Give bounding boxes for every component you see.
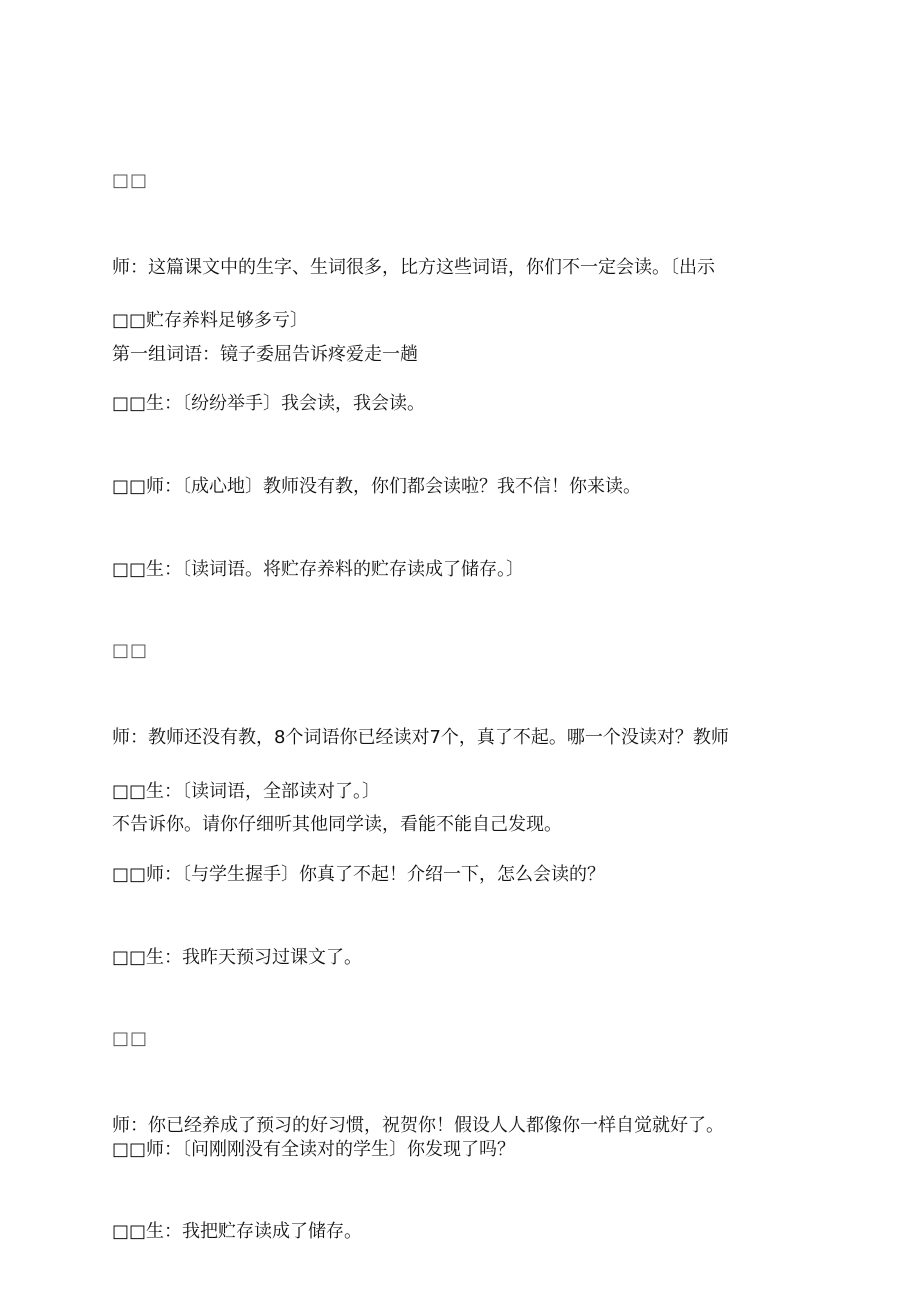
paragraph-line: □□生：〔读词语。将贮存养料的贮存读成了储存。〕 <box>112 559 525 580</box>
paragraph-line: □□生：我把贮存读成了储存。 <box>112 1221 363 1242</box>
paragraph-line: □□贮存养料足够多亏〕 <box>112 310 309 331</box>
paragraph-marker: □□ <box>112 640 149 661</box>
paragraph-line: □□师：〔成心地〕教师没有教，你们都会读啦？我不信！你来读。 <box>112 476 642 497</box>
paragraph-line: □□师：〔与学生握手〕你真了不起！介绍一下，怎么会读的？ <box>112 864 606 885</box>
paragraph-line: □□师：〔问刚刚没有全读对的学生〕你发现了吗？ <box>112 1139 516 1160</box>
paragraph-line: □□生：〔纷纷举手〕我会读，我会读。 <box>112 393 426 414</box>
paragraph-line: 第一组词语：镜子委屈告诉疼爱走一趟 <box>112 344 418 365</box>
paragraph-line: 师：这篇课文中的生字、生词很多，比方这些词语，你们不一定会读。〔出示 <box>112 257 715 278</box>
paragraph-line: 师：你已经养成了预习的好习惯，祝贺你！假设人人都像你一样自觉就好了。 <box>112 1115 724 1136</box>
paragraph-line: 师：教师还没有教，8个词语你已经读对7个，真了不起。哪一个没读对？教师 <box>112 727 729 748</box>
paragraph-line: □□生：〔读词语，全部读对了。〕 <box>112 781 381 802</box>
paragraph-marker: □□ <box>112 170 149 191</box>
paragraph-student-answer <box>112 1159 812 1304</box>
paragraph-line: 不告诉你。请你仔细听其他同学读，看能不能自己发现。 <box>112 814 562 835</box>
paragraph-line: □□生：我昨天预习过课文了。 <box>112 947 363 968</box>
paragraph-marker: □□ <box>112 1028 149 1049</box>
